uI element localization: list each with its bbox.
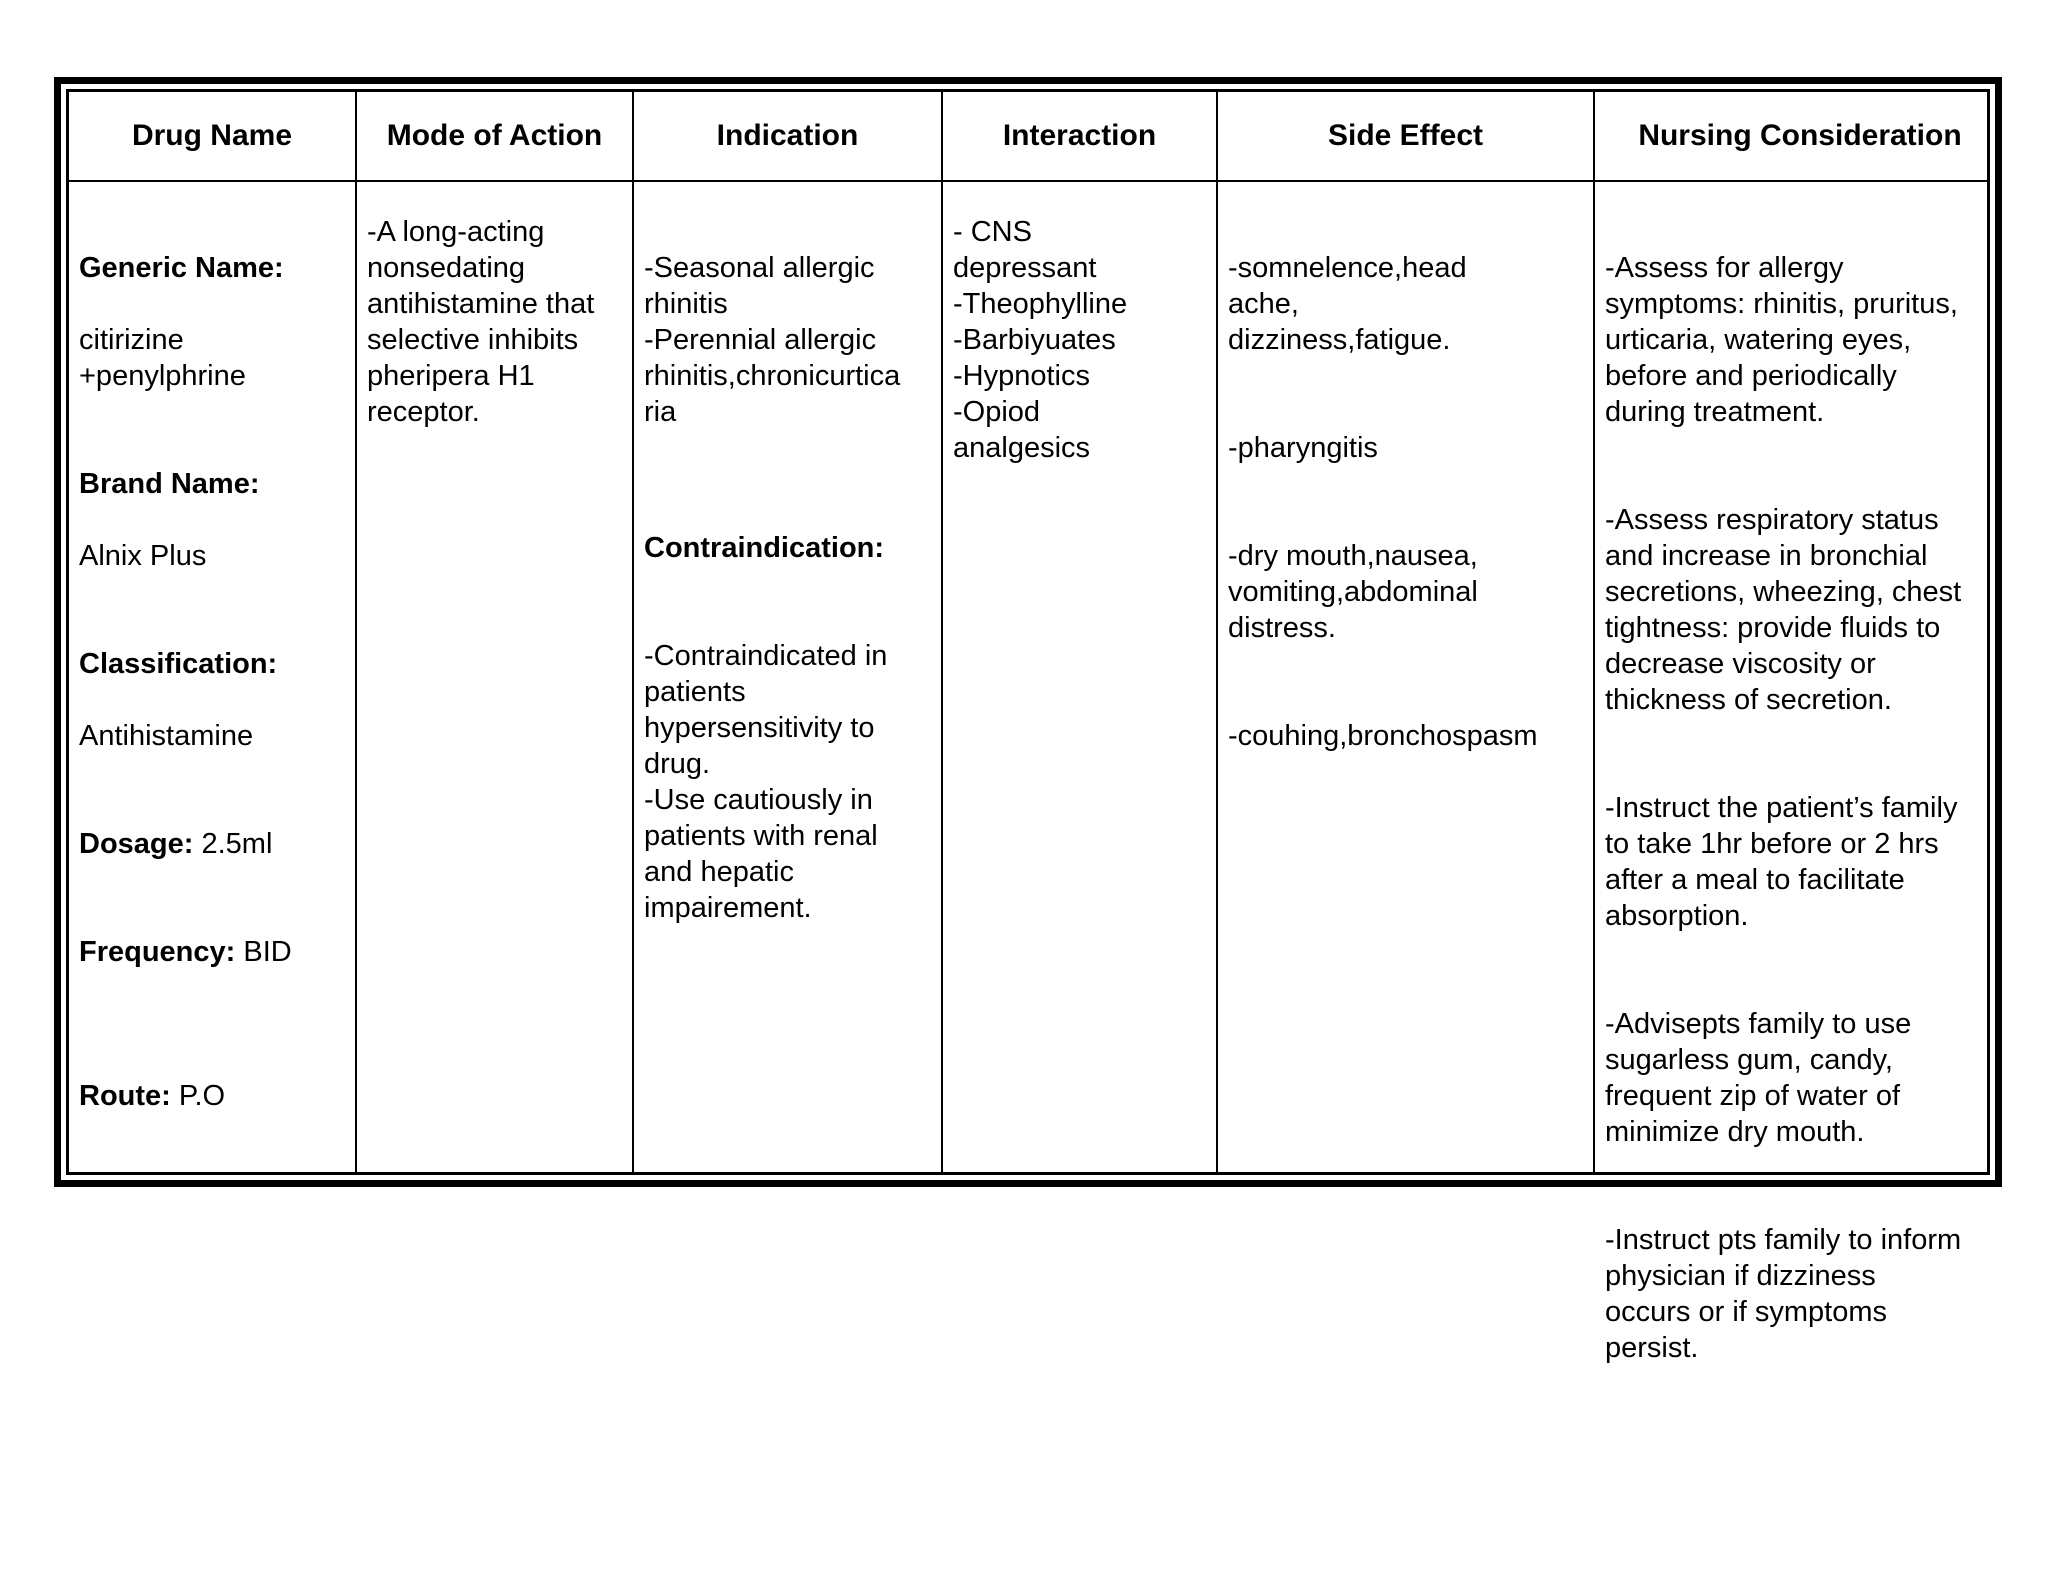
cell-nursing-consideration bbox=[1605, 214, 2001, 1402]
side-effect-item: -dry mouth,nausea, vomiting,abdominal distress. bbox=[1228, 540, 1478, 644]
indication-text: -Seasonal allergic rhinitis -Perennial allergic rhinitis,chronicurtica ria bbox=[644, 252, 901, 428]
brand-name-value: Alnix Plus bbox=[79, 540, 207, 572]
classification-value: Antihistamine bbox=[79, 720, 254, 752]
dosage-value: 2.5ml bbox=[193, 828, 273, 860]
cell-interaction: - CNS depressant -Theophylline -Barbiyuates -Hypnotics -Opiod analgesics bbox=[953, 216, 1128, 464]
route-value: P.O bbox=[170, 1080, 226, 1112]
side-effect-item: -couhing,bronchospasm bbox=[1228, 720, 1538, 752]
column-divider bbox=[1216, 92, 1218, 1172]
brand-name-label: Brand Name: bbox=[79, 468, 260, 500]
generic-name-label: Generic Name: bbox=[79, 252, 284, 284]
cell-drug-name bbox=[79, 214, 349, 1150]
nursing-consideration-item: -Instruct the patient’s family to take 1hr before or 2 hrs after a meal to facilitate absorption. bbox=[1605, 792, 1958, 932]
generic-name-value: citirizine +penylphrine bbox=[79, 324, 246, 392]
column-divider bbox=[355, 92, 357, 1172]
nursing-consideration-item: -Assess for allergy symptoms: rhinitis, pruritus, urticaria, watering eyes, before and periodically during treatment. bbox=[1605, 252, 1958, 428]
nursing-consideration-item: -Advisepts family to use sugarless gum, candy, frequent zip of water of minimize dry mouth. bbox=[1605, 1008, 1912, 1148]
cell-side-effect bbox=[1228, 214, 1590, 790]
header-indication: Indication bbox=[716, 119, 859, 152]
header-interaction: Interaction bbox=[1002, 119, 1157, 152]
nursing-consideration-item: -Assess respiratory status and increase in bronchial secretions, wheezing, chest tightness: provide fluids to decrease viscosity or thickness of secretion. bbox=[1605, 504, 1962, 716]
contraindication-label: Contraindication: bbox=[644, 532, 885, 564]
header-side-effect: Side Effect bbox=[1327, 119, 1484, 152]
column-divider bbox=[632, 92, 634, 1172]
contraindication-text: -Contraindicated in patients hypersensitivity to drug. -Use cautiously in patients with renal and hepatic impairement. bbox=[644, 640, 888, 924]
nursing-consideration-item: -Instruct pts family to inform physician if dizziness occurs or if symptoms persist. bbox=[1605, 1224, 1962, 1364]
classification-label: Classification: bbox=[79, 648, 278, 680]
header-nursing-consideration: Nursing Consideration bbox=[1638, 119, 1962, 152]
cell-mode-of-action: -A long-acting nonsedating antihistamine that selective inhibits pheripera H1 receptor. bbox=[367, 216, 595, 428]
route-label: Route: bbox=[79, 1080, 171, 1112]
header-drug-name: Drug Name bbox=[131, 119, 293, 152]
frequency-label: Frequency: bbox=[79, 936, 236, 968]
header-mode-of-action: Mode of Action bbox=[386, 119, 603, 152]
side-effect-item: -pharyngitis bbox=[1228, 432, 1378, 464]
side-effect-item: -somnelence,head ache, dizziness,fatigue. bbox=[1228, 252, 1467, 356]
column-divider bbox=[1593, 92, 1595, 1172]
column-divider bbox=[941, 92, 943, 1172]
drug-study-table bbox=[66, 89, 1990, 1364]
cell-indication bbox=[644, 214, 938, 962]
drug-study-table-frame bbox=[54, 77, 2002, 1364]
dosage-label: Dosage: bbox=[79, 828, 194, 860]
frequency-value: BID bbox=[235, 936, 292, 968]
